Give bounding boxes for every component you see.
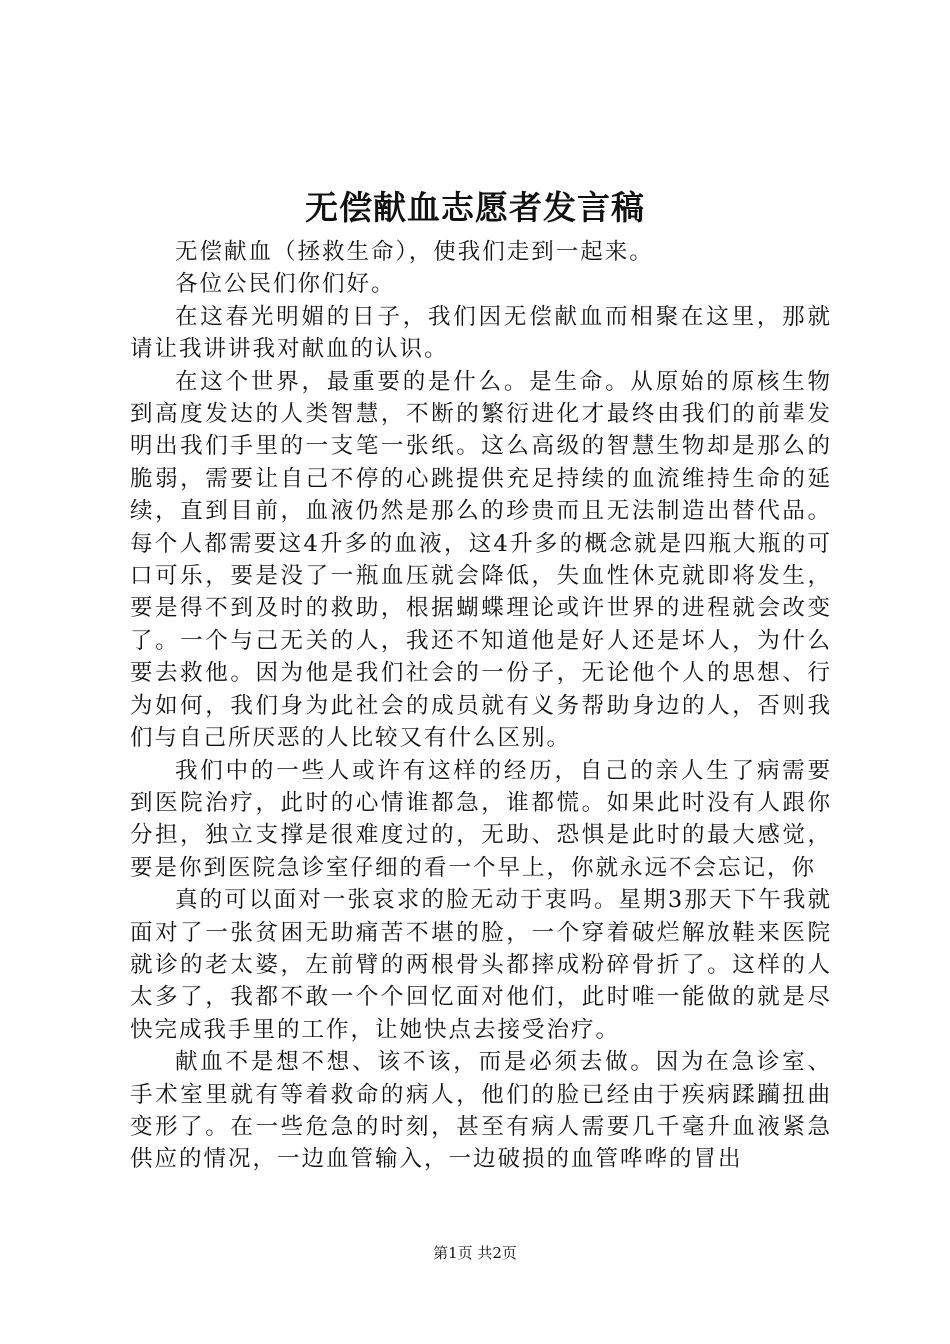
paragraph-salutation: 各位公民们你们好。: [175, 271, 396, 298]
paragraph-must-donate: 献血不是想不想、该不该，而是必须去做。因为在急诊室、手术室里就有等着救命的病人，他们的脸已经由于疾病蹂躏扭曲变形了。在一些危急的时刻，甚至有病人需要几千毫升血液紧急供应的情况，一边血管输入，一边破损的血管哗哗的冒出: [130, 1049, 832, 1173]
paragraph-experience: 我们中的一些人或许有这样的经历，自己的亲人生了病需要到医院治疗，此时的心情谁都急，谁都慌。如果此时没有人跟你分担，独立支撑是很难度过的，无助、恐惧是此时的最大感觉，要是你到医院急诊室仔细的看一个早上，你就永远不会忘记，你: [130, 757, 832, 881]
document-title: 无偿献血志愿者发言稿: [305, 188, 645, 227]
paragraph-intro: 在这春光明媚的日子，我们因无偿献血而相聚在这里，那就请让我讲讲我对献血的认识。: [130, 303, 832, 363]
paragraph-life-importance: 在这个世界，最重要的是什么。是生命。从原始的原核生物到高度发达的人类智慧，不断的繁衍进化才最终由我们的前辈发明出我们手里的一支笔一张纸。这么高级的智慧生物却是那么的脆弱，需要让自己不停的心跳提供充足持续的血流维持生命的延续，直到目前，血液仍然是那么的珍贵而且无法制造出替代品。每个人都需要这4升多的血液，这4升多的概念就是四瓶大瓶的可口可乐，要是没了一瓶血压就会降低，失血性休克就即将发生，要是得不到及时的救助，根据蝴蝶理论或许世界的进程就会改变了。一个与己无关的人，我还不知道他是好人还是坏人，为什么要去救他。因为他是我们社会的一份子，无论他个人的思想、行为如何，我们身为此社会的成员就有义务帮助身边的人，否则我们与自己所厌恶的人比较又有什么区别。: [130, 368, 832, 752]
paragraph-greeting-slogan: 无偿献血（拯救生命），使我们走到一起来。: [175, 239, 654, 265]
document-body: [130, 236, 832, 1176]
paragraph-hospital-story: 真的可以面对一张哀求的脸无动于衷吗。星期3那天下午我就面对了一张贫困无助痛苦不堪的脸，一个穿着破烂解放鞋来医院就诊的老太婆，左前臂的两根骨头都摔成粉碎骨折了。这样的人太多了，我都不敢一个个回忆面对他们，此时唯一能做的就是尽快完成我手里的工作，让她快点去接受治疗。: [130, 887, 832, 1043]
page-footer: 第1页 共2页: [433, 1244, 517, 1262]
